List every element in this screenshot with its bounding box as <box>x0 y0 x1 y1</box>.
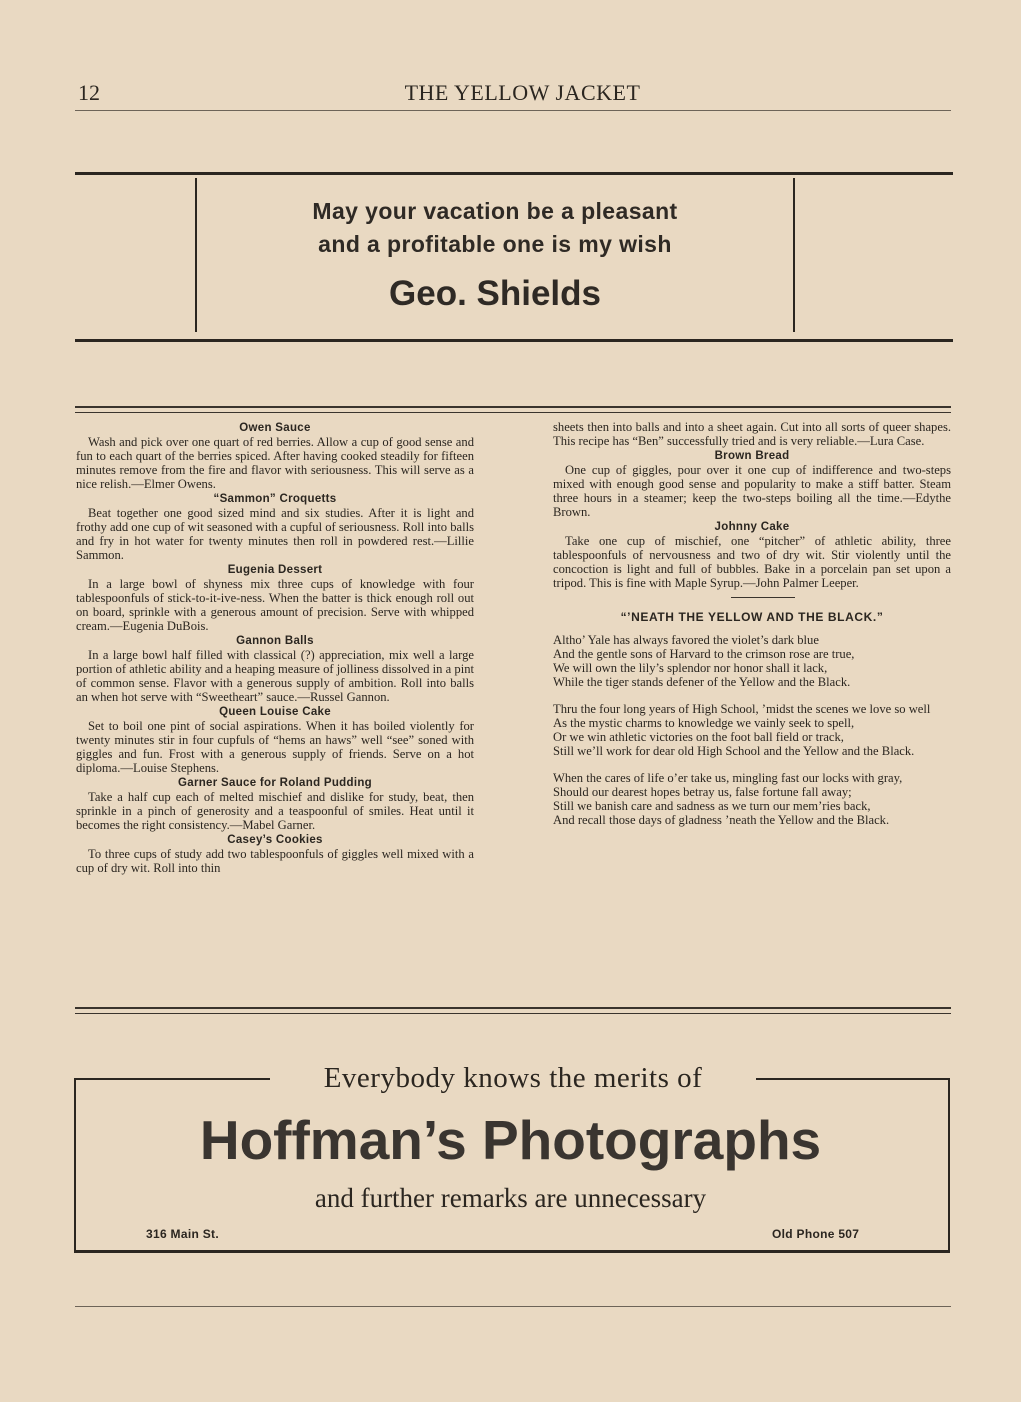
right-column <box>553 420 951 840</box>
recipe-heading: Casey’s Cookies <box>227 834 323 846</box>
shields-ad-box <box>195 178 795 332</box>
hoffman-ad-top-line: Everybody knows the merits of <box>323 1062 703 1094</box>
recipe <box>76 563 474 633</box>
poem-stanza <box>553 633 951 689</box>
shields-ad-name: Geo. Shields <box>389 274 601 313</box>
poem-line: Still we banish care and sadness as we turn our mem’ries back, <box>553 799 871 813</box>
recipe-body: In a large bowl half filled with classical (?) appreciation, mix well a large portion of athletic ability and a heaping measure of jolliness dissolved in a pint of common sense. Flavor with a generous supply of ambition. Roll into balls an when hot serve with “Sweetheart” sauce.—Russel Gannon. <box>76 648 474 704</box>
poem-line: We will own the lily’s splendor nor honor shall it lack, <box>553 661 828 675</box>
shields-advertisement <box>75 172 953 342</box>
poem-line: As the mystic charms to knowledge we vainly seek to spell, <box>553 716 855 730</box>
poem-line: Still we’ll work for dear old High School and the Yellow and the Black. <box>553 744 915 758</box>
recipe-heading: Brown Bread <box>714 450 790 462</box>
recipe-body: Take a half cup each of melted mischief and dislike for study, beat, then sprinkle in a pinch of generosity and a teaspoonful of smiles. Heat until it becomes the right consistency.—Mabel Garner. <box>76 790 474 832</box>
poem-title: “’NEATH THE YELLOW AND THE BLACK.” <box>620 610 884 624</box>
poem-stanza <box>553 702 951 758</box>
poem-line: While the tiger stands defener of the Yellow and the Black. <box>553 675 851 689</box>
page-number: 12 <box>78 80 100 105</box>
footer-rule <box>75 1306 951 1307</box>
recipe <box>76 776 474 832</box>
poem-line: And recall those days of gladness ’neath the Yellow and the Black. <box>553 813 890 827</box>
ad-frame-top-left <box>74 1078 270 1080</box>
poem-line: Altho’ Yale has always favored the violet’s dark blue <box>553 633 819 647</box>
poem-line: Should our dearest hopes betray us, false fortune fall away; <box>553 785 852 799</box>
recipe <box>76 705 474 775</box>
hoffman-ad-address: 316 Main St. <box>146 1227 219 1241</box>
ad-frame-top-right <box>756 1078 948 1080</box>
recipe <box>553 520 951 590</box>
recipe-heading: Eugenia Dessert <box>227 564 323 576</box>
poem-line: Or we win athletic victories on the foot ball field or track, <box>553 730 844 744</box>
recipe-heading: “Sammon” Croquetts <box>213 493 337 505</box>
recipe <box>76 634 474 704</box>
recipe-heading: Gannon Balls <box>236 635 314 647</box>
shields-ad-line-1: May your vacation be a pleasant <box>312 198 678 224</box>
recipe-body: One cup of giggles, pour over it one cup of indifference and two-steps mixed with enough good sense and popularity to make a stiff batter. Steam three hours in a steamer; keep the two-steps boiling all the time.—Edythe Brown. <box>553 463 951 519</box>
poem-line: And the gentle sons of Harvard to the crimson rose are true, <box>553 647 855 661</box>
recipe-body: Wash and pick over one quart of red berries. Allow a cup of good sense and fun to each quart of the berries spiced. After having cooked steadily for fifteen minutes remove from the fire and flavor with seriousness. This will serve as a nice relish.—Elmer Owens. <box>76 435 474 491</box>
recipe-body: Take one cup of mischief, one “pitcher” of athletic ability, three tablespoonfuls of nervousness and two of dry wit. Stir violently until the concoction is light and full of bubbles. Bake in a porcelain pan set upon a tripod. This is fine with Maple Syrup.—John Palmer Leeper. <box>553 534 951 590</box>
hoffman-ad-phone: Old Phone 507 <box>772 1227 860 1241</box>
shields-ad-line-2: and a profitable one is my wish <box>318 231 672 257</box>
poem-line: When the cares of life o’er take us, mingling fast our locks with gray, <box>553 771 903 785</box>
section-divider <box>731 597 795 598</box>
article-bottom-rule <box>75 1007 951 1014</box>
left-column <box>76 420 474 875</box>
recipe <box>76 492 474 562</box>
header-rule <box>75 110 951 111</box>
poem-stanza <box>553 771 951 827</box>
recipe-body: In a large bowl of shyness mix three cups of knowledge with four tablespoonfuls of stick-to-it-ive-ness. When the batter is thick enough roll out on board, sprinkle with a generous amount of precision. Serve with whipped cream.—Eugenia DuBois. <box>76 577 474 633</box>
recipe-heading: Johnny Cake <box>714 521 790 533</box>
recipe-continuation: sheets then into balls and into a sheet again. Cut into all sorts of queer shapes. This recipe has “Ben” successfully tried and is very reliable.—Lura Case. <box>553 420 951 448</box>
recipe-heading: Garner Sauce for Roland Pudding <box>178 777 372 789</box>
poem-line: Thru the four long years of High School, ’midst the scenes we love so well <box>553 702 931 716</box>
recipe <box>76 421 474 491</box>
recipe-body: Set to boil one pint of social aspirations. When it has boiled violently for twenty minutes stir in four cupfuls of “hems an haws” well “see” soned with giggles and fun. Frost with a generous supply of friends. Serve on a hot diploma.—Louise Stephens. <box>76 719 474 775</box>
recipe <box>76 833 474 875</box>
recipe-heading: Owen Sauce <box>239 422 311 434</box>
hoffman-ad-name: Hoffman’s Photographs <box>199 1109 822 1171</box>
recipe <box>553 449 951 519</box>
recipe-body: Beat together one good sized mind and six studies. After it is light and frothy add one cup of wit seasoned with a cupful of seriousness. Roll into balls and fry in hot water for twenty minutes then roll in powdered rest.—Lillie Sammon. <box>76 506 474 562</box>
article-top-rule <box>75 406 951 413</box>
publication-title: THE YELLOW JACKET <box>404 80 641 105</box>
recipe-heading: Queen Louise Cake <box>219 706 331 718</box>
recipe-body: To three cups of study add two tablespoonfuls of giggles well mixed with a cup of dry wit. Roll into thin <box>76 847 474 875</box>
hoffman-ad-subline: and further remarks are unnecessary <box>314 1183 707 1213</box>
